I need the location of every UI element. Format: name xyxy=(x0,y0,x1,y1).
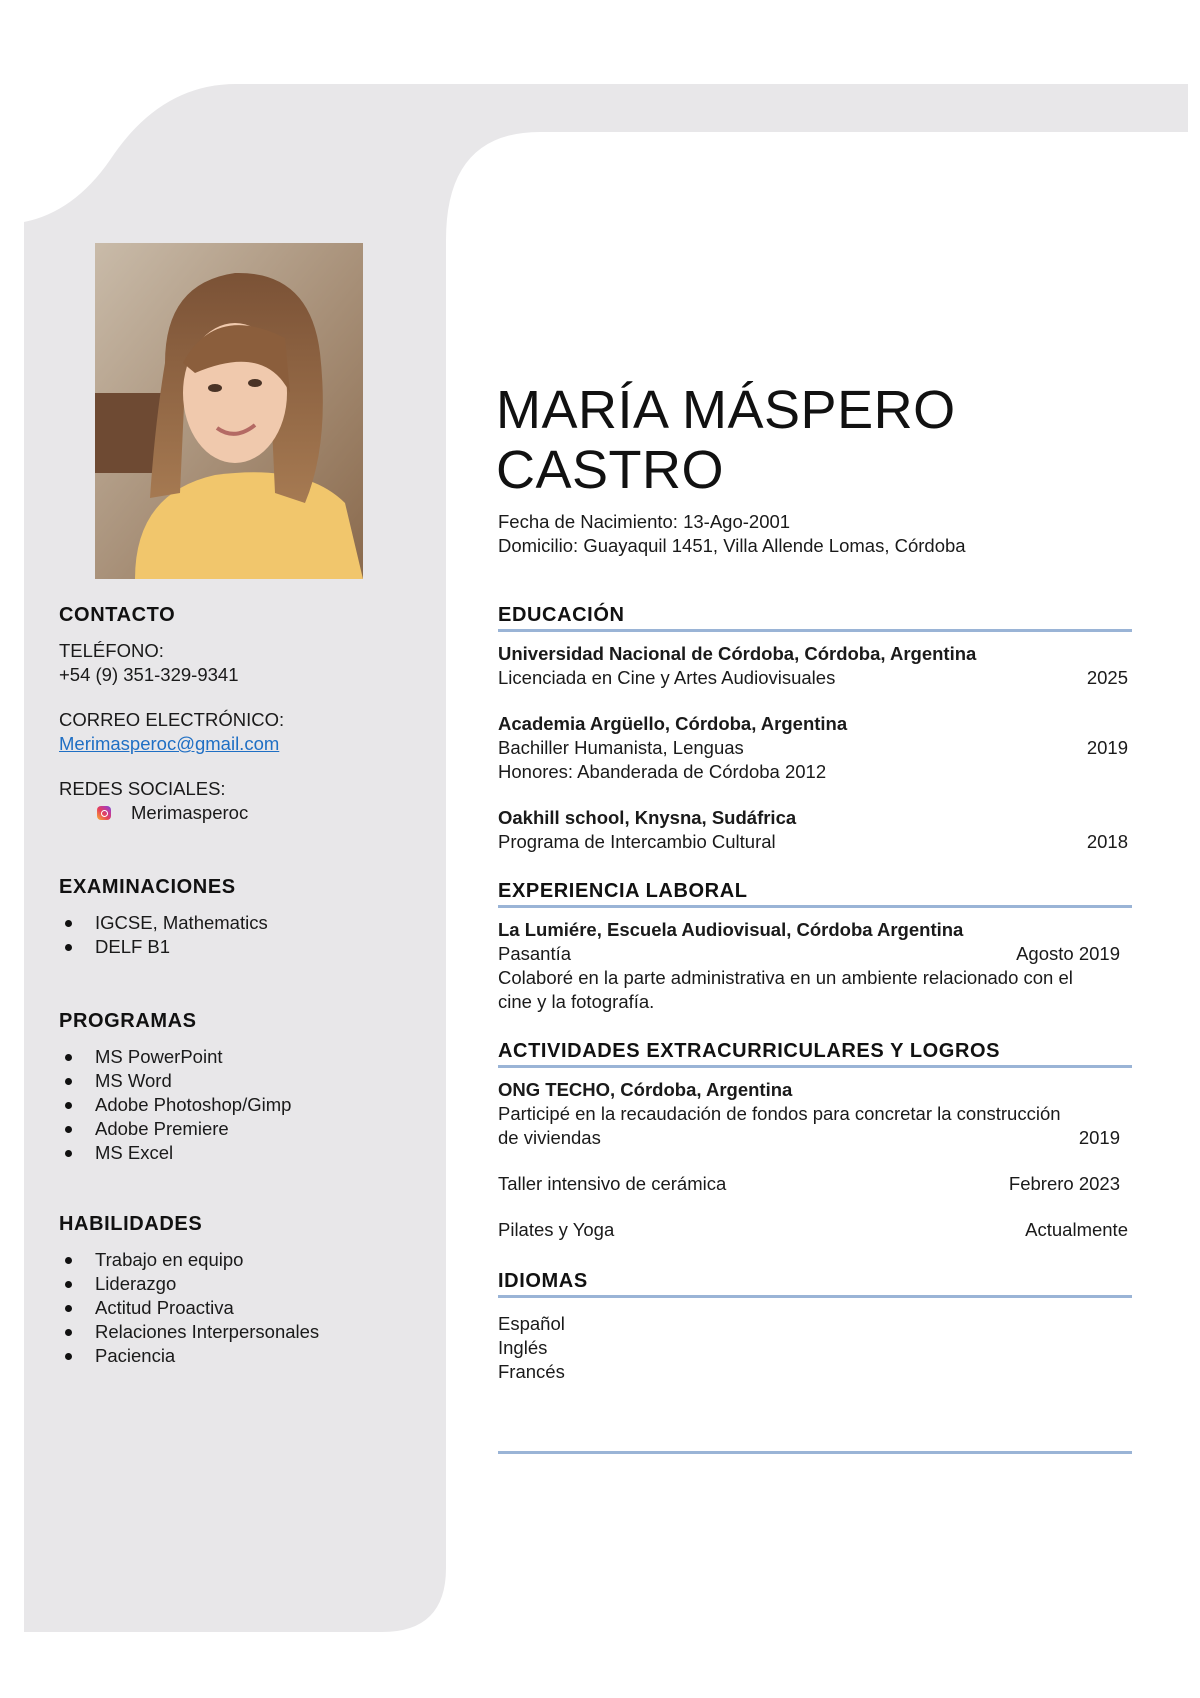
birth-date: Fecha de Nacimiento: 13-Ago-2001 xyxy=(498,511,791,532)
experience-date: Agosto 2019 xyxy=(1016,943,1120,964)
activity-item-label: Pilates y Yoga xyxy=(498,1219,615,1240)
activity-row xyxy=(498,1126,1132,1150)
email-label: CORREO ELECTRÓNICO: xyxy=(59,709,285,730)
education-entry-year: 2018 xyxy=(1086,831,1128,852)
list-item: MS PowerPoint xyxy=(59,1045,399,1069)
activity-desc-line-1: Participé en la recaudación de fondos para concretar la construcción xyxy=(498,1103,1061,1124)
programs-heading: PROGRAMAS xyxy=(59,1010,197,1032)
list-item: Trabajo en equipo xyxy=(59,1248,399,1272)
education-entry-title: Academia Argüello, Córdoba, Argentina xyxy=(498,713,848,734)
phone-value: +54 (9) 351-329-9341 xyxy=(59,664,239,685)
list-item: Paciencia xyxy=(59,1344,399,1368)
education-entry-desc: Programa de Intercambio Cultural xyxy=(498,831,776,852)
education-section xyxy=(498,604,1132,854)
experience-heading: EXPERIENCIA LABORAL xyxy=(498,880,1132,908)
experience-title: La Lumiére, Escuela Audiovisual, Córdoba Argentina xyxy=(498,919,964,940)
person-name xyxy=(496,380,956,500)
education-entry-row xyxy=(498,666,1132,690)
language-item: Francés xyxy=(498,1361,565,1382)
experience-row xyxy=(498,942,1132,966)
address: Domicilio: Guayaquil 1451, Villa Allende Lomas, Córdoba xyxy=(498,535,966,556)
education-entry-extra: Honores: Abanderada de Córdoba 2012 xyxy=(498,761,827,782)
exams-section xyxy=(59,876,399,959)
languages-heading: IDIOMAS xyxy=(498,1270,1132,1298)
list-item: MS Word xyxy=(59,1069,399,1093)
instagram-icon xyxy=(97,806,111,820)
skills-heading: HABILIDADES xyxy=(59,1213,203,1235)
education-entry-year: 2019 xyxy=(1086,737,1128,758)
activity-item xyxy=(498,1172,1132,1196)
personal-info xyxy=(498,510,1132,558)
social-handle: Merimasperoc xyxy=(131,802,249,823)
education-entry-desc: Licenciada en Cine y Artes Audiovisuales xyxy=(498,667,836,688)
education-entry-year: 2025 xyxy=(1086,667,1128,688)
activity-item-date: Actualmente xyxy=(1025,1219,1128,1240)
activity-title: ONG TECHO, Córdoba, Argentina xyxy=(498,1079,793,1100)
list-item: Adobe Photoshop/Gimp xyxy=(59,1093,399,1117)
exams-heading: EXAMINACIONES xyxy=(59,876,236,898)
list-item: Relaciones Interpersonales xyxy=(59,1320,399,1344)
languages-section xyxy=(498,1270,1132,1384)
skills-section xyxy=(59,1213,399,1368)
name-line-1: MARÍA MÁSPERO xyxy=(496,380,956,440)
list-item: DELF B1 xyxy=(59,935,399,959)
contact-section xyxy=(59,604,399,825)
list-item: IGCSE, Mathematics xyxy=(59,911,399,935)
phone-label: TELÉFONO: xyxy=(59,640,164,661)
education-heading: EDUCACIÓN xyxy=(498,604,1132,632)
education-entry-row xyxy=(498,736,1132,760)
activity-desc-line-2: de viviendas xyxy=(498,1127,601,1148)
contact-heading: CONTACTO xyxy=(59,604,176,626)
bottom-divider xyxy=(498,1451,1132,1454)
list-item: Liderazgo xyxy=(59,1272,399,1296)
education-entry-desc: Bachiller Humanista, Lenguas xyxy=(498,737,744,758)
activities-section xyxy=(498,1040,1132,1242)
list-item: Actitud Proactiva xyxy=(59,1296,399,1320)
social-item[interactable] xyxy=(59,801,399,825)
profile-photo xyxy=(95,243,363,579)
activity-item-date: Febrero 2023 xyxy=(1008,1173,1120,1194)
email-link[interactable]: Merimasperoc@gmail.com xyxy=(59,733,280,754)
activity-item xyxy=(498,1218,1132,1242)
activity-year: 2019 xyxy=(1078,1127,1120,1148)
language-item: Inglés xyxy=(498,1337,548,1358)
social-label: REDES SOCIALES: xyxy=(59,778,226,799)
activities-heading: ACTIVIDADES EXTRACURRICULARES Y LOGROS xyxy=(498,1040,1132,1068)
list-item: Adobe Premiere xyxy=(59,1117,399,1141)
education-entry-title: Oakhill school, Knysna, Sudáfrica xyxy=(498,807,797,828)
experience-desc-line-2: cine y la fotografía. xyxy=(498,991,655,1012)
list-item: MS Excel xyxy=(59,1141,399,1165)
experience-role: Pasantía xyxy=(498,943,572,964)
experience-desc-line-1: Colaboré en la parte administrativa en un ambiente relacionado con el xyxy=(498,967,1073,988)
experience-section xyxy=(498,880,1132,1014)
programs-section xyxy=(59,1010,399,1165)
education-entry-title: Universidad Nacional de Córdoba, Córdoba, Argentina xyxy=(498,643,977,664)
activity-item-label: Taller intensivo de cerámica xyxy=(498,1173,727,1194)
education-entry-row xyxy=(498,830,1132,854)
name-line-2: CASTRO xyxy=(496,440,725,500)
language-item: Español xyxy=(498,1313,565,1334)
